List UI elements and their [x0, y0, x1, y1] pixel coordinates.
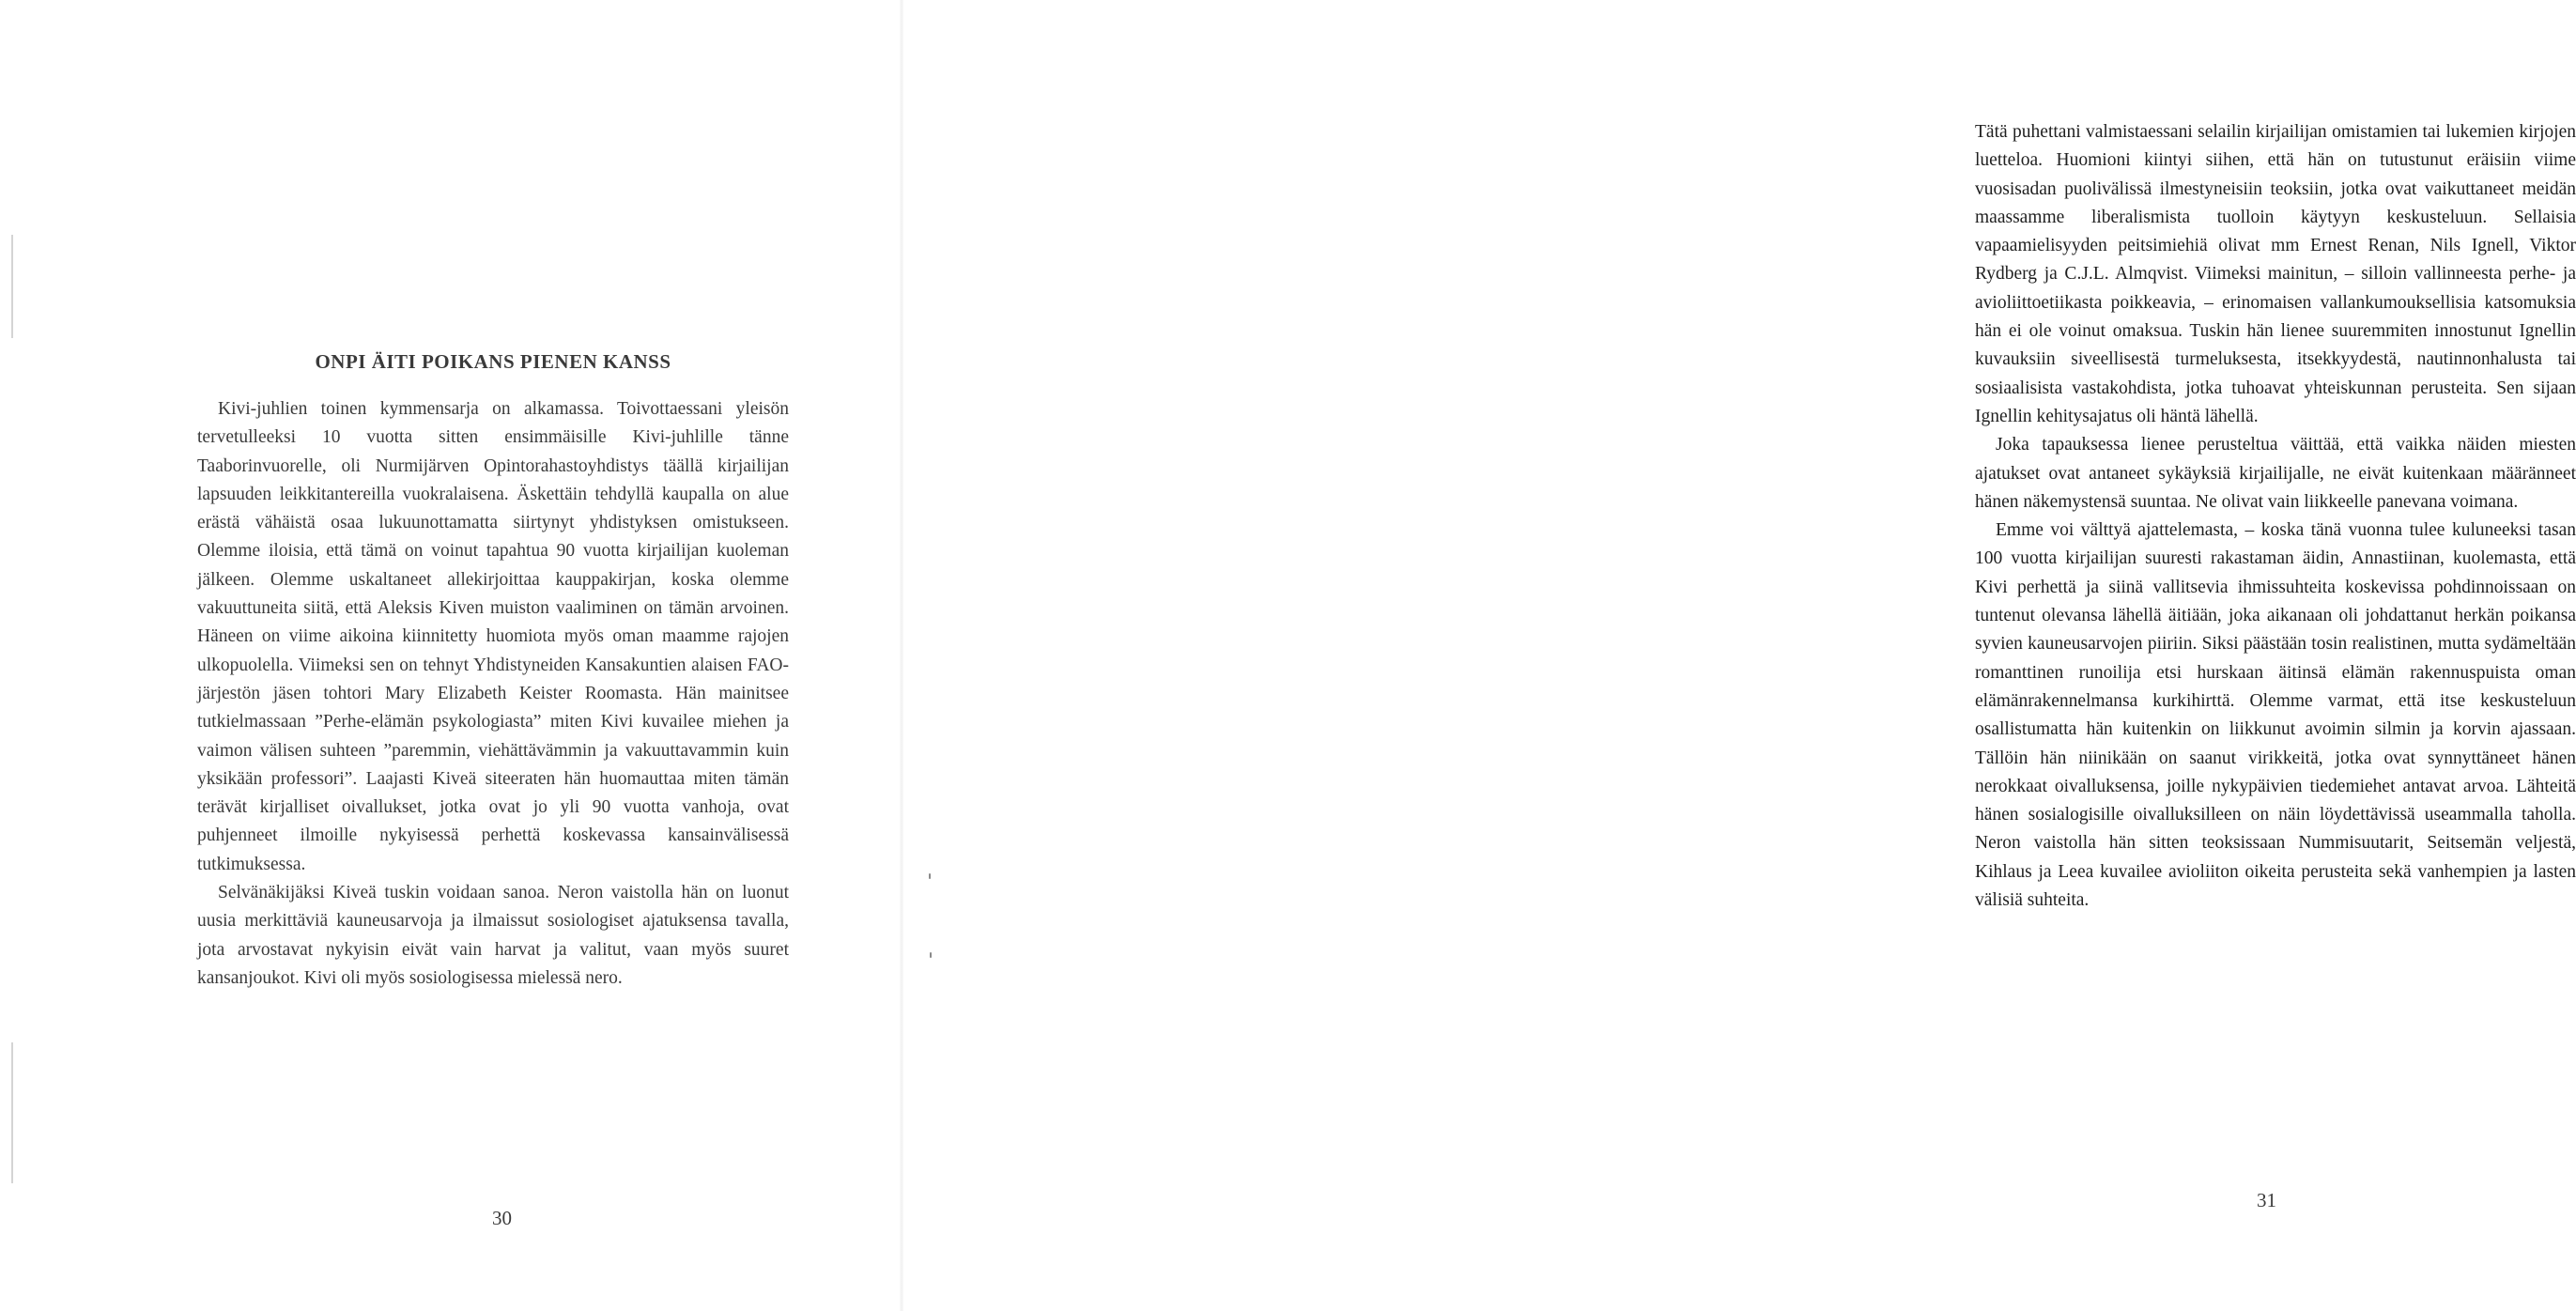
page-number-left: 30 — [492, 1207, 512, 1229]
paragraph: Joka tapauksessa lienee perusteltua väittää, että vaikka näiden miesten ajatukset ovat antaneet sykäyksiä kirjailijalle, ne eivät kuitenkaan määränneet hänen näkemystensä suuntaa. Ne olivat vain liikkeelle panevana voimana. — [1975, 435, 2576, 512]
edge-mark — [11, 1042, 13, 1183]
right-page — [902, 0, 2576, 1311]
speck — [929, 873, 931, 879]
edge-mark — [11, 235, 13, 338]
paragraph: Kivi-juhlien toinen kymmensarja on alkamassa. Toivottaessani yleisön tervetulleeksi 10 vuotta sitten ensimmäisille Kivi-juhlille tänne Taaborinvuorelle, oli Nurmijärven Opintorahastoyhdistys täällä kirjailijan lapsuuden leikkitantereilla vuokralaisena. Äskettäin tehdyllä kaupalla on alue erästä vähäistä osaa lukuunottamatta siirtynyt yhdistyksen omistukseen. Olemme iloisia, että tämä on voinut tapahtua 90 vuotta kirjailijan kuoleman jälkeen. Olemme uskaltaneet allekirjoittaa kauppakirjan, koska olemme vakuuttuneita siitä, että Aleksis Kiven muiston vaaliminen on tämän arvoinen. Häneen on viime aikoina kiinnitetty huomiota myös oman maamme rajojen ulkopuolella. Viimeksi sen on tehnyt Yhdistyneiden Kansakuntien alaisen FAO-järjestön jäsen tohtori Mary Elizabeth Keister Roomasta. Hän mainitsee tutkielmassaan ”Perhe-elämän psykologiasta” miten Kivi kuvailee miehen ja vaimon välisen suhteen ”paremmin, viehättävämmin ja vakuuttavammin kuin yksikään professori”. Laajasti Kiveä siteeraten hän huomauttaa miten tämän terävät kirjalliset oivallukset, jotka ovat jo yli 90 vuotta vanhoja, ovat puhjenneet ilmoille nykyisessä perhettä koskevassa kansainvälisessä tutkimuksessa. — [197, 399, 789, 874]
paragraph: Emme voi välttyä ajattelemasta, – koska tänä vuonna tulee kuluneeksi tasan 100 vuotta kirjailijan suuresti rakastaman äidin, Annastiinan, kuolemasta, että Kivi perhettä ja siinä vallitsevia ihmissuhteita koskevissa pohdinnoissaan on tuntenut olevansa lähellä äitiään, joka aikanaan oli johdattanut herkän poikansa syvien kauneusarvojen piiriin. Siksi päästään tosin realistinen, mutta sydämeltään romanttinen runoilija etsi hurskaan äitinsä elämän rakennuspuista oman elämänrakennelmansa kurkihirttä. Olemme varmat, että itse keskusteluun osallistumatta hän kuitenkin on liikkunut avoimin silmin ja korvin ajassaan. Tällöin hän niinikään on saanut virikkeitä, jotka ovat synnyttäneet hänen nerokkaat oivalluksensa, joille nykypäivien tiedemiehet antavat arvoa. Lähteitä hänen sosialogisille oivalluksilleen on näin löydettävissä useammalla taholla. Neron vaistolla hän sitten teoksissaan Nummisuutarit, Seitsemän veljestä, Kihlaus ja Leea kuvailee avioliiton oikeita perusteita sekä vanhempien ja lasten välisiä suhteita. — [1975, 520, 2576, 911]
speck — [930, 952, 932, 958]
page-number-right: 31 — [2257, 1189, 2276, 1211]
left-page — [0, 0, 902, 1311]
right-body-text — [1975, 118, 2576, 915]
paragraph: Selvänäkijäksi Kiveä tuskin voidaan sanoa. Neron vaistolla hän on luonut uusia merkittäviä kauneusarvoja ja ilmaissut sosiologiset ajatuksensa tavalla, jota arvostavat nykyisin eivät vain harvat ja valitut, vaan myös suuret kansanjoukot. Kivi oli myös sosiologisessa mielessä nero. — [197, 883, 789, 988]
paragraph: Tätä puhettani valmistaessani selailin kirjailijan omistamien tai lukemien kirjojen luetteloa. Huomioni kiintyi siihen, että hän on tutustunut eräisiin viime vuosisadan puolivälissä ilmestyneisiin teoksiin, jotka ovat vaikuttaneet meidän maassamme liberalismista tuolloin käytyyn keskusteluun. Sellaisia vapaamielisyyden peitsimiehiä olivat mm Ernest Renan, Nils Ignell, Viktor Rydberg ja C.J.L. Almqvist. Viimeksi mainitun, – silloin vallinneesta perhe- ja avioliittoetiikasta poikkeavia, – erinomaisen vallankumouksellisia katsomuksia hän ei ole voinut omaksua. Tuskin hän lienee suuremmiten innostunut Ignellin kuvauksiin siveellisestä turmeluksesta, itsekkyydestä, nautinnonhalusta tai sosiaalisista vastakohdista, jotka tuhoavat yhteiskunnan perusteita. Sen sijaan Ignellin kehitysajatus oli häntä lähellä. — [1975, 122, 2576, 426]
chapter-title: ONPI ÄITI POIKANS PIENEN KANSS — [315, 350, 671, 373]
left-body-text — [197, 395, 789, 993]
